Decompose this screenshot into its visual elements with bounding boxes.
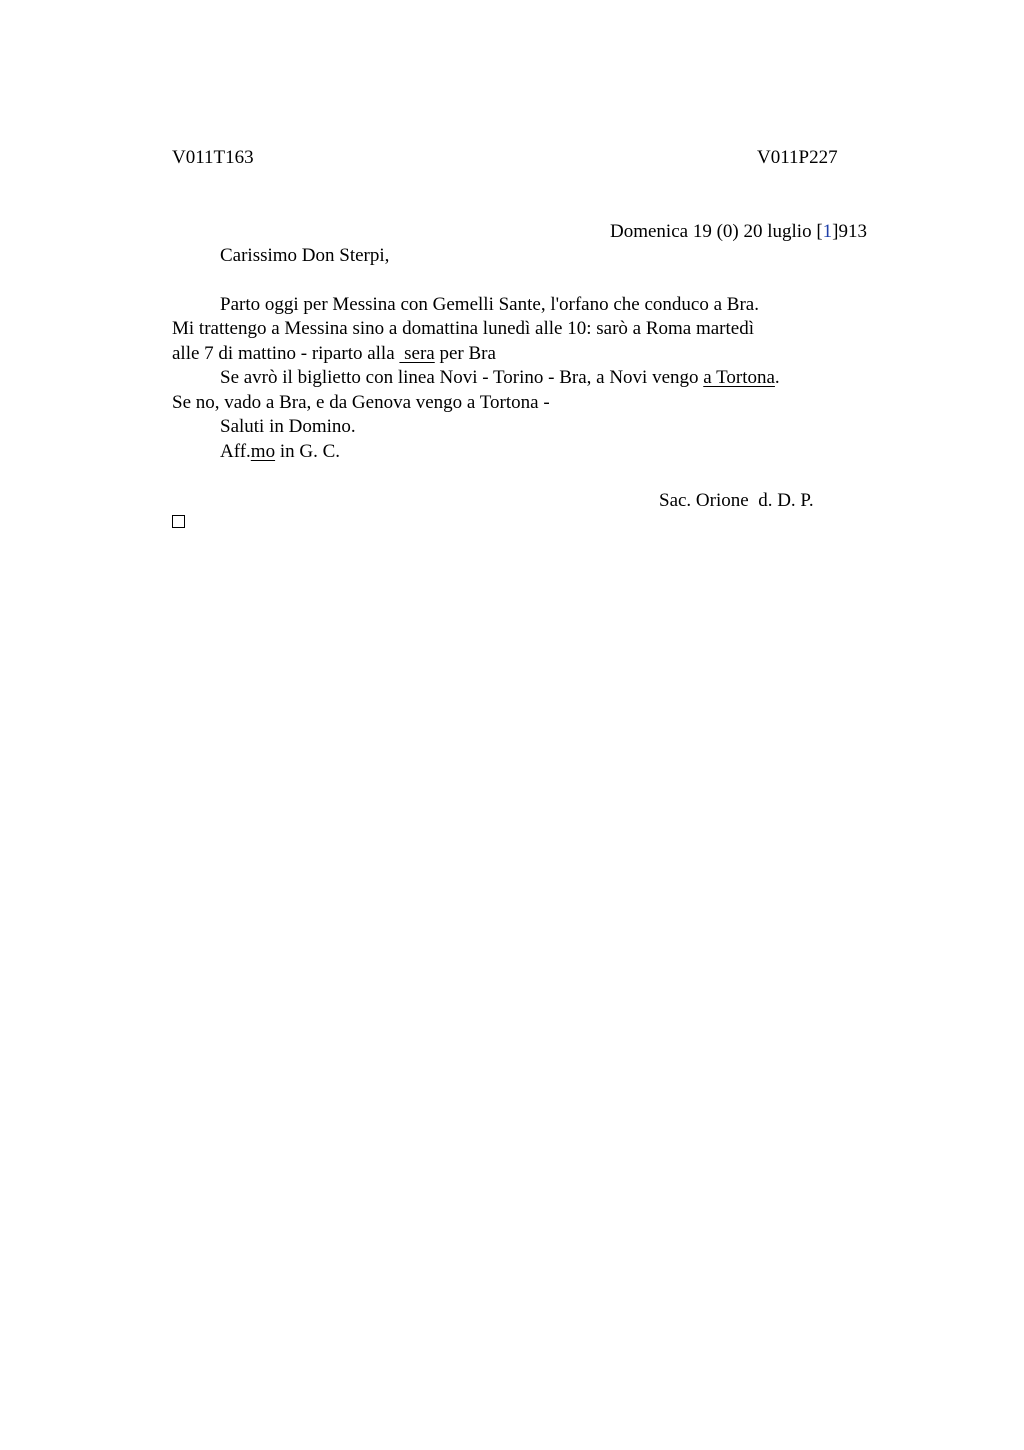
date-year-suffix: ]913 [832,221,867,242]
page-code-right: V011P227 [757,147,838,168]
signature: Sac. Orione d. D. P. [659,490,814,511]
empty-square-icon [172,515,185,528]
date-text: Domenica 19 (0) 20 luglio [ [610,221,823,242]
body-line-4-end: . [774,367,780,388]
body-line-3 [172,342,496,366]
body-line-3-end: per Bra [434,343,496,364]
body-line-1: Parto oggi per Messina con Gemelli Sante, l'orfano che conduco a Bra. [220,294,759,315]
superscript-mo: mo [250,441,276,462]
salutation: Carissimo Don Sterpi, [220,245,390,266]
closing-abbrev: Aff. [220,441,251,462]
underlined-phrase-a-tortona: a Tortona [703,367,775,388]
body-line-2: Mi trattengo a Messina sino a domattina lunedì alle 10: sarò a Roma martedì [172,318,754,339]
closing-greeting: Saluti in Domino. [220,416,356,437]
body-line-4 [220,366,780,390]
closing-affectionate [220,440,340,464]
date-line [610,220,867,244]
document-code-left: V011T163 [172,147,254,168]
date-bracket-digit: 1 [822,221,833,242]
closing-in-gc: in G. C. [275,441,341,462]
underlined-word-sera: sera [399,343,435,364]
body-line-4-text: Se avrò il biglietto con linea Novi - Torino - Bra, a Novi vengo [220,367,704,388]
body-line-5: Se no, vado a Bra, e da Genova vengo a Tortona - [172,392,550,413]
body-line-3-text: alle 7 di mattino - riparto alla [172,343,400,364]
